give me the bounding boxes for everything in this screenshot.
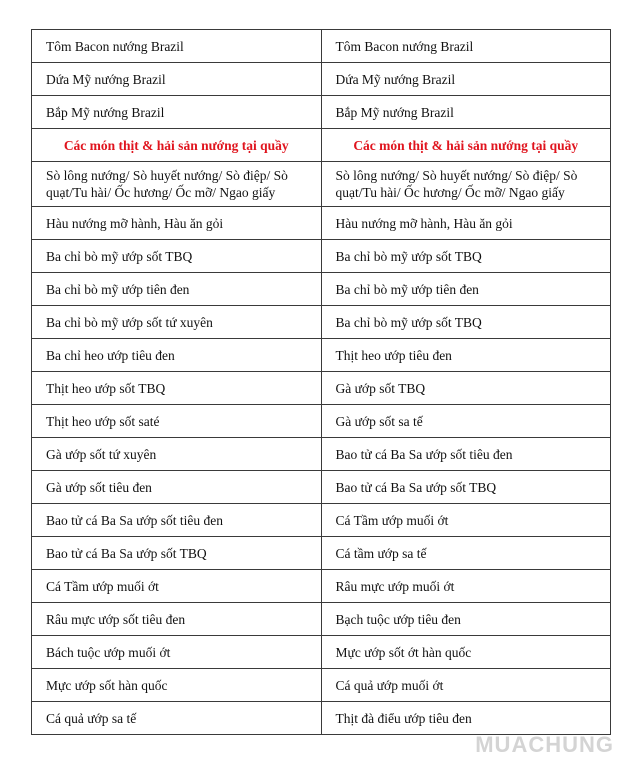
- table-cell-left: Ba chỉ bò mỹ ướp sốt tứ xuyên: [32, 306, 322, 339]
- table-cell-right: Hàu nướng mỡ hành, Hàu ăn gỏi: [321, 207, 611, 240]
- table-cell-right: Ba chỉ bò mỹ ướp tiên đen: [321, 273, 611, 306]
- table-cell-left: Gà ướp sốt tiêu đen: [32, 471, 322, 504]
- table-cell-left: Cá Tầm ướp muối ớt: [32, 570, 322, 603]
- table-cell-right: Gà ướp sốt sa tế: [321, 405, 611, 438]
- table-row: [32, 438, 611, 471]
- table-cell-right: Thịt đà điểu ướp tiêu đen: [321, 702, 611, 735]
- table-row: [32, 96, 611, 129]
- table-row: [32, 273, 611, 306]
- table-row: [32, 30, 611, 63]
- table-cell-right: Dứa Mỹ nướng Brazil: [321, 63, 611, 96]
- table-cell-right: Bắp Mỹ nướng Brazil: [321, 96, 611, 129]
- menu-table: [31, 29, 611, 735]
- table-cell-left: Ba chỉ heo ướp tiêu đen: [32, 339, 322, 372]
- section-heading-left: Các món thịt & hải sản nướng tại quầy: [32, 129, 322, 162]
- table-row: [32, 636, 611, 669]
- table-cell-left: Sò lông nướng/ Sò huyết nướng/ Sò điệp/ Sò quạt/Tu hài/ Ốc hương/ Ốc mỡ/ Ngao giấy: [32, 162, 322, 207]
- table-cell-left: Mực ướp sốt hàn quốc: [32, 669, 322, 702]
- table-cell-left: Ba chỉ bò mỹ ướp sốt TBQ: [32, 240, 322, 273]
- table-cell-right: Sò lông nướng/ Sò huyết nướng/ Sò điệp/ Sò quạt/Tu hài/ Ốc hương/ Ốc mỡ/ Ngao giấy: [321, 162, 611, 207]
- table-cell-left: Thịt heo ướp sốt saté: [32, 405, 322, 438]
- table-cell-right: Cá Tầm ướp muối ớt: [321, 504, 611, 537]
- table-row: [32, 471, 611, 504]
- section-heading-right: Các món thịt & hải sản nướng tại quầy: [321, 129, 611, 162]
- table-row: [32, 603, 611, 636]
- table-cell-right: Bao tử cá Ba Sa ướp sốt TBQ: [321, 471, 611, 504]
- table-row: [32, 702, 611, 735]
- table-row: [32, 405, 611, 438]
- table-cell-right: Ba chỉ bò mỹ ướp sốt TBQ: [321, 240, 611, 273]
- table-row: [32, 63, 611, 96]
- table-cell-left: Dứa Mỹ nướng Brazil: [32, 63, 322, 96]
- table-row: [32, 570, 611, 603]
- table-row: [32, 162, 611, 207]
- table-cell-right: Bao tử cá Ba Sa ướp sốt tiêu đen: [321, 438, 611, 471]
- table-row: [32, 306, 611, 339]
- table-cell-left: Bách tuộc ướp muối ớt: [32, 636, 322, 669]
- table-cell-left: Bao tử cá Ba Sa ướp sốt TBQ: [32, 537, 322, 570]
- table-cell-right: Mực ướp sốt ớt hàn quốc: [321, 636, 611, 669]
- table-row: [32, 537, 611, 570]
- table-cell-left: Bắp Mỹ nướng Brazil: [32, 96, 322, 129]
- table-cell-right: Thịt heo ướp tiêu đen: [321, 339, 611, 372]
- table-cell-left: Gà ướp sốt tứ xuyên: [32, 438, 322, 471]
- table-row: [32, 669, 611, 702]
- table-row: [32, 504, 611, 537]
- table-row: [32, 372, 611, 405]
- table-cell-left: Bao tử cá Ba Sa ướp sốt tiêu đen: [32, 504, 322, 537]
- table-cell-left: Râu mực ướp sốt tiêu đen: [32, 603, 322, 636]
- table-cell-left: Tôm Bacon nướng Brazil: [32, 30, 322, 63]
- table-row: [32, 240, 611, 273]
- table-cell-right: Bạch tuộc ướp tiêu đen: [321, 603, 611, 636]
- table-cell-right: Gà ướp sốt TBQ: [321, 372, 611, 405]
- table-row: [32, 207, 611, 240]
- table-cell-left: Cá quả ướp sa tế: [32, 702, 322, 735]
- table-row: [32, 339, 611, 372]
- table-cell-left: Ba chỉ bò mỹ ướp tiên đen: [32, 273, 322, 306]
- section-heading-row: [32, 129, 611, 162]
- table-cell-left: Thịt heo ướp sốt TBQ: [32, 372, 322, 405]
- table-cell-right: Ba chỉ bò mỹ ướp sốt TBQ: [321, 306, 611, 339]
- table-cell-right: Cá tầm ướp sa tế: [321, 537, 611, 570]
- table-cell-left: Hàu nướng mỡ hành, Hàu ăn gỏi: [32, 207, 322, 240]
- watermark-logo: MUACHUNG: [475, 732, 614, 757]
- table-cell-right: Cá quả ướp muối ớt: [321, 669, 611, 702]
- table-cell-right: Tôm Bacon nướng Brazil: [321, 30, 611, 63]
- table-cell-right: Râu mực ướp muối ớt: [321, 570, 611, 603]
